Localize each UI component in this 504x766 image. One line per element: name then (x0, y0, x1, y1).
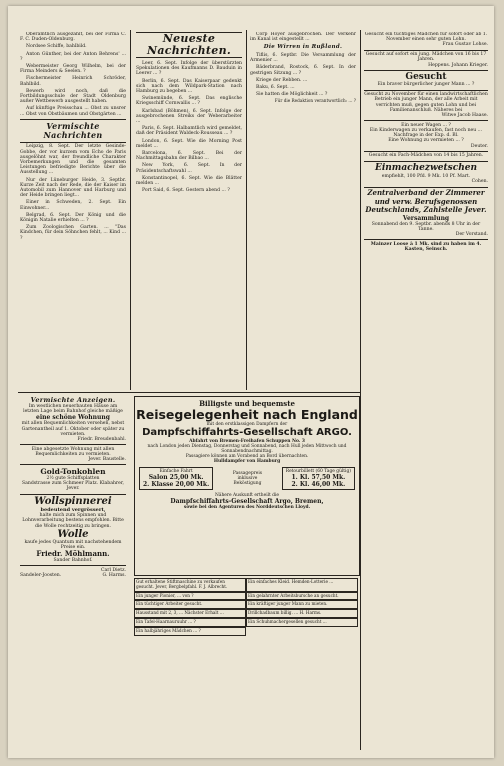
ad-headline-wollspinnerei: Wollspinnerei (34, 496, 112, 508)
ad-rule (364, 50, 488, 51)
small-ad: Ein gelahrnter Arbeitsbursche an gesucht. (246, 592, 358, 601)
ad-rule (364, 90, 488, 91)
column-3 (250, 32, 356, 388)
ad-item: Versammlung (402, 214, 450, 222)
ad-signature: Sandeler-Joosten. (20, 573, 62, 579)
column-2 (136, 32, 242, 388)
price-label: Einfache Fahrt (159, 469, 193, 474)
small-ad: Ein halbjähriges Mädchen ... ? (134, 627, 246, 636)
small-ad: Ein tüchtiger Arbeiter gesucht. (134, 600, 246, 609)
ads-top-rule (18, 392, 360, 393)
news-item: Baku, 6. Sept. ... (256, 84, 295, 90)
ad-line: Eine abgesetzte Wohnung mit allen Bequemlichkeiten zu vermieten. (31, 446, 115, 458)
ad-signature-moehlmann: Friedr. Möhlmann. (36, 549, 110, 559)
news-item: Zum Zoologischen Garten. ... "Das Kindchen, für dein Söhnchen fehlt, ... Kind ... ? (20, 225, 126, 241)
price-value: 2. Klasse 20,00 Mk. (143, 481, 210, 488)
ad-signature: Carl Dietz. (101, 568, 126, 574)
ad-line: sowie bei den Agenturen des Norddeutschen Lloyd. (183, 505, 311, 510)
ad-item: Gesucht ein tüchtiges Mädchen für sofort oder ab 1. November einen sehr guten Lohn. (364, 32, 488, 43)
ad-title: Reisegelegenheit nach England (136, 407, 358, 422)
newspaper-page (8, 6, 494, 758)
ad-headline: Gold-Tonkohlen (40, 467, 106, 477)
classified-column-1 (20, 396, 126, 752)
pomology-text: Auf künftige Preisschau ... Obst zu unsrer ... Obst von Obstbäumen und Obstgärten ... (20, 106, 126, 117)
ad-sub: mit den erstklassigen Dampfern der (206, 422, 288, 427)
news-item: Paris, 6. Sept. Halbamtlich wird gemeldet, daß der Präsident Waldeck-Rousseau ... ? (136, 126, 242, 137)
ad-ship-name: Dampfschiffahrts-Gesellschaft ARGO. (142, 427, 352, 438)
news-item: Bäderbrand, Rostock, 6. Sept. In der gestrigen Sitzung ... ? (250, 65, 356, 76)
ad-line: Sander Bahnhof. (53, 558, 93, 564)
news-item: Berlin, 6. Sept. Das Kaiserpaar gedenkt sich nach dem Wildpark-Station nach Hamburg zu begeben ... (136, 78, 242, 95)
ad-rule (20, 464, 126, 465)
intro-line: Anton Günther, bei der Anton Behrens' ... ? (20, 51, 126, 62)
news-item: Swinemünde, 6. Sept. Das englische Kriegsschiff Cornwallis ... ? (136, 96, 242, 107)
ad-signature: G. Harms. (102, 573, 126, 579)
ad-headline-zwetschen: Einmachezwetschen (374, 163, 478, 174)
ad-item: Mainzer Loose à 1 Mk. sind zu haben im 4. Kasten, Seinsch. (370, 241, 482, 253)
ad-rule (364, 151, 488, 152)
column-rule (130, 30, 131, 390)
ad-signature: Cohen. (471, 179, 488, 185)
news-item: Barcelona, 6. Sept. Bei der Nachmittagsbahn der Bilbao ... (136, 151, 242, 162)
ad-rule (364, 161, 488, 162)
intro-line: Webermeister Georg Wilhelm, bei der Firma Meinders & Seelen. ? (20, 64, 126, 75)
ad-signature-row (20, 573, 126, 578)
small-ad: Ein Schuhmachergesellen gesucht ... (246, 618, 358, 627)
price-value: 1. Kl. 57,50 Mk. (291, 474, 346, 481)
small-ad: Drillchadbaum billig. ... H. Harms. (246, 609, 358, 618)
section-rule (20, 142, 126, 143)
ad-line: Nähere Auskunft ertheilt die (214, 493, 279, 498)
ad-line: Dampfschiffahrts-Gesellschaft Argo, Bremen, (170, 498, 324, 505)
news-item: Sie hatten die Möglichkeit ... ? (256, 92, 328, 98)
ad-signature: Deuter. (470, 143, 488, 149)
intro-line: Bewerb wird noch, daß die Fortbildungsschule der Stadt Oldenburg außer Wettbewerb ausgestellt haben. (20, 88, 126, 105)
news-item: New York, 6. Sept. In der Präsidentschaftswahl ... (136, 163, 242, 174)
news-item: Leipzig, 8. Sept. Der letzte Gesinde-Gobbe, der vor kurzem vom Echo de Paris ausgelöhnt war, der freundliche Charakter Vorbemerkungen und die gesamten Leistungen befriedigte Berichte über die Ausstellung ... (20, 144, 126, 176)
ad-signature: Heppens. Johann Krieger. (428, 62, 488, 68)
ad-line: nach London jeden Dienstag, Donnerstag und Sonnabend, nach Hull jeden Mittwoch und Sonnabendnachmittag. (147, 444, 347, 454)
news-item: Leer, 6. Sept. Infolge der überstürzten Spekulationen des Kaufmanns D. Bauduin in Leerer ... ? (136, 61, 242, 77)
ad-line: mit allen Bequemlichkeiten versehen, nebst Gartenantheil auf 1. Oktober oder später zu vermieten. (21, 421, 125, 437)
ad-signature: Witwe Jacob Haase. (441, 113, 488, 119)
passage-label: Passagepreis inklusive Beköstigung (232, 471, 262, 486)
ad-item: Gesucht ein Fach-Mädchen von 14 bis 15 Jahren. (368, 153, 484, 159)
small-ad: Ein einfaches Kleid. Hemden-Lotterie ... (246, 578, 358, 592)
column-rule (360, 30, 361, 750)
ad-signature: Jever. Baustelle. (88, 457, 126, 463)
ad-signature: Friedr. Breudenbahl. (77, 437, 126, 443)
news-item: Karlsbad (Böhmen), 6. Sept. Infolge der ausgebrochenen Streiks der Weberarbeiter ... (136, 108, 242, 125)
news-item: Einer in Schweden, 2. Sept. Ein Einwohner... (20, 200, 126, 211)
column-1 (20, 32, 126, 388)
ad-line: halte mich zum Spinnen und Lohnverarbeitung bestens empfohlen. Bitte die Wolle rechtzeitig zu bringen. (22, 513, 124, 529)
ad-rule (364, 239, 488, 240)
ad-line: kaufe jedes Quantum mit nachstehendem Preise ein. (24, 539, 122, 551)
section-title-neueste: Neueste Nachrichten. (136, 32, 242, 58)
section-title-wirren: Die Wirren in Rußland. (263, 44, 343, 51)
ad-line: Passagiere können am Vorabend an Bord übernachten. (185, 454, 309, 459)
news-item: Tiflis, 6. Septbr. Die Versammlung der Armenier ... (250, 52, 356, 64)
argo-advertisement (134, 396, 360, 576)
price-box-single (139, 467, 213, 490)
small-ad: Gut erhaltene Stiftmaschine zu verkaufen gesucht. Jever, Bergbelpfahl. F. J. Albrecht. (134, 578, 246, 592)
news-item: Konstantinopel, 6. Sept. Wie die Blätter melden ... (136, 175, 242, 187)
small-ad: Ein Tafel-Haarnauruuhr ... ? (134, 618, 246, 627)
ad-line: Abfahrt von Bremen-Freihafen Schuppen No. 3 (189, 439, 305, 444)
small-ad: Ein junger Pionier, ... von ? (134, 592, 246, 601)
ad-line: Im westlichen neuerbauten Hause am letzten Lage beim Bahnhof gleiche mäßige (23, 404, 123, 415)
ad-line: Hulldampfer von Hamburg (213, 459, 281, 464)
ad-headline-wolle: Wolle (57, 528, 89, 540)
ad-item: Sonnabend den 9. Septbr. abends 8 Uhr in der Tanne. (371, 221, 481, 232)
intro-line: Oberamtlich ausgezahlt, bei der Firma C. F. C. Duden-Oldenburg. (20, 32, 126, 43)
small-ad: Ein kräftiger junger Mann zu mieten. (246, 600, 358, 609)
ad-rule (364, 70, 488, 71)
ad-headline: eine schöne Wohnung (36, 414, 110, 422)
ads-title: Vermischte Anzeigen. (30, 396, 116, 404)
ad-line: bedeutend vergrössert, (40, 507, 106, 514)
price-value: 2. Kl. 46,00 Mk. (291, 481, 346, 488)
section-title-vermischte: Vermischte Nachrichten (43, 120, 103, 140)
ad-rule (20, 444, 126, 445)
price-box-return (282, 467, 355, 490)
small-ads-table (134, 578, 358, 636)
ad-line: 2½ gute Schiffsplatten (46, 476, 100, 482)
ad-item: empfiehlt, 100 Pfd. 9 Mk. 10 Pf. Mart. (381, 174, 471, 180)
ad-rule (20, 565, 126, 566)
signature: Für die Redaktion verantwortlich: ... ? (274, 98, 356, 104)
ad-line: Sandstrasse zum Schmeer Platz. Klabahrer, Jever. (22, 481, 124, 492)
column-rule (246, 30, 247, 390)
news-item: London, 6. Sept. Wie die Morning Post meldet ... (136, 138, 242, 149)
ad-item: Ein braver bürgerlicher junger Mann ... ? (377, 82, 475, 88)
ad-item: Gesucht auf sofort ein jung. Mädchen von 16 bis 17 Jahren. (365, 52, 487, 63)
ad-rule (364, 120, 488, 121)
ad-item: Ein neuer Wagen ... ? (401, 122, 451, 128)
news-item: Belgrad, 6. Sept. Der König und die Königin Natalie erhielten ... ? (20, 212, 126, 224)
ad-rule (20, 494, 126, 495)
column-4 (364, 32, 488, 752)
ad-signature: Frau Gustav Lohse. (442, 42, 488, 48)
small-ad: Hausstand mit 2, 3, ... Nächster Erhalt ... (134, 609, 246, 618)
ad-headline-gesucht: Gesucht (405, 72, 447, 83)
small-ads-grid (134, 578, 358, 754)
news-item: Port Said, 6. Sept. Gestern abend ... ? (142, 188, 230, 194)
section-rule (20, 119, 126, 120)
ad-small-top: Billigste und bequemste (199, 399, 295, 408)
price-label: Retourbillett (60 Tage gültig) (285, 469, 351, 474)
ad-item: Gesucht zu November für einen landwirtschaftlichen Betrieb ein junger Mann, der alle Arbeit mit verrichten muß, gegen guten Lohn und bei Familienanschluß. Näheres bei (364, 92, 488, 113)
intro-line: Fischermeister Heinrich Schröder, Bahlbild. (20, 76, 126, 87)
news-item: Corp Hoyer ausgebrochen. Der Verkehr im Kanal ist eingestellt ... (250, 32, 356, 43)
ad-signature: Der Vorstand. (455, 232, 488, 238)
news-item: Kriege der Rebben. ... (256, 77, 308, 83)
ad-rule (364, 187, 488, 188)
intro-line: Nordsee Schiffe, bahlbild. (26, 44, 87, 50)
ad-item: Ein Kinderwagen zu verkaufen, fast noch neu ... Nachfrage in der Exp. d. Bl. (369, 128, 483, 139)
ad-headline-zentralverband: Zentralverband der Zimmerer und verw. Berufsgenossen Deutschlands, Zahlstelle Jever. (365, 188, 487, 215)
price-value: Salon 25,00 Mk. (148, 474, 204, 481)
news-item: Nur der Lüneburger Heide, 3. Septbr. Kurze Zeit nach der Rede, die der Kaiser im Automobil zum Hannover und Harburg und der Heide bringen liegt... (20, 177, 126, 199)
price-row (139, 467, 355, 490)
ad-item: Eine Wohnung zu vermieten ... ? (388, 138, 464, 144)
